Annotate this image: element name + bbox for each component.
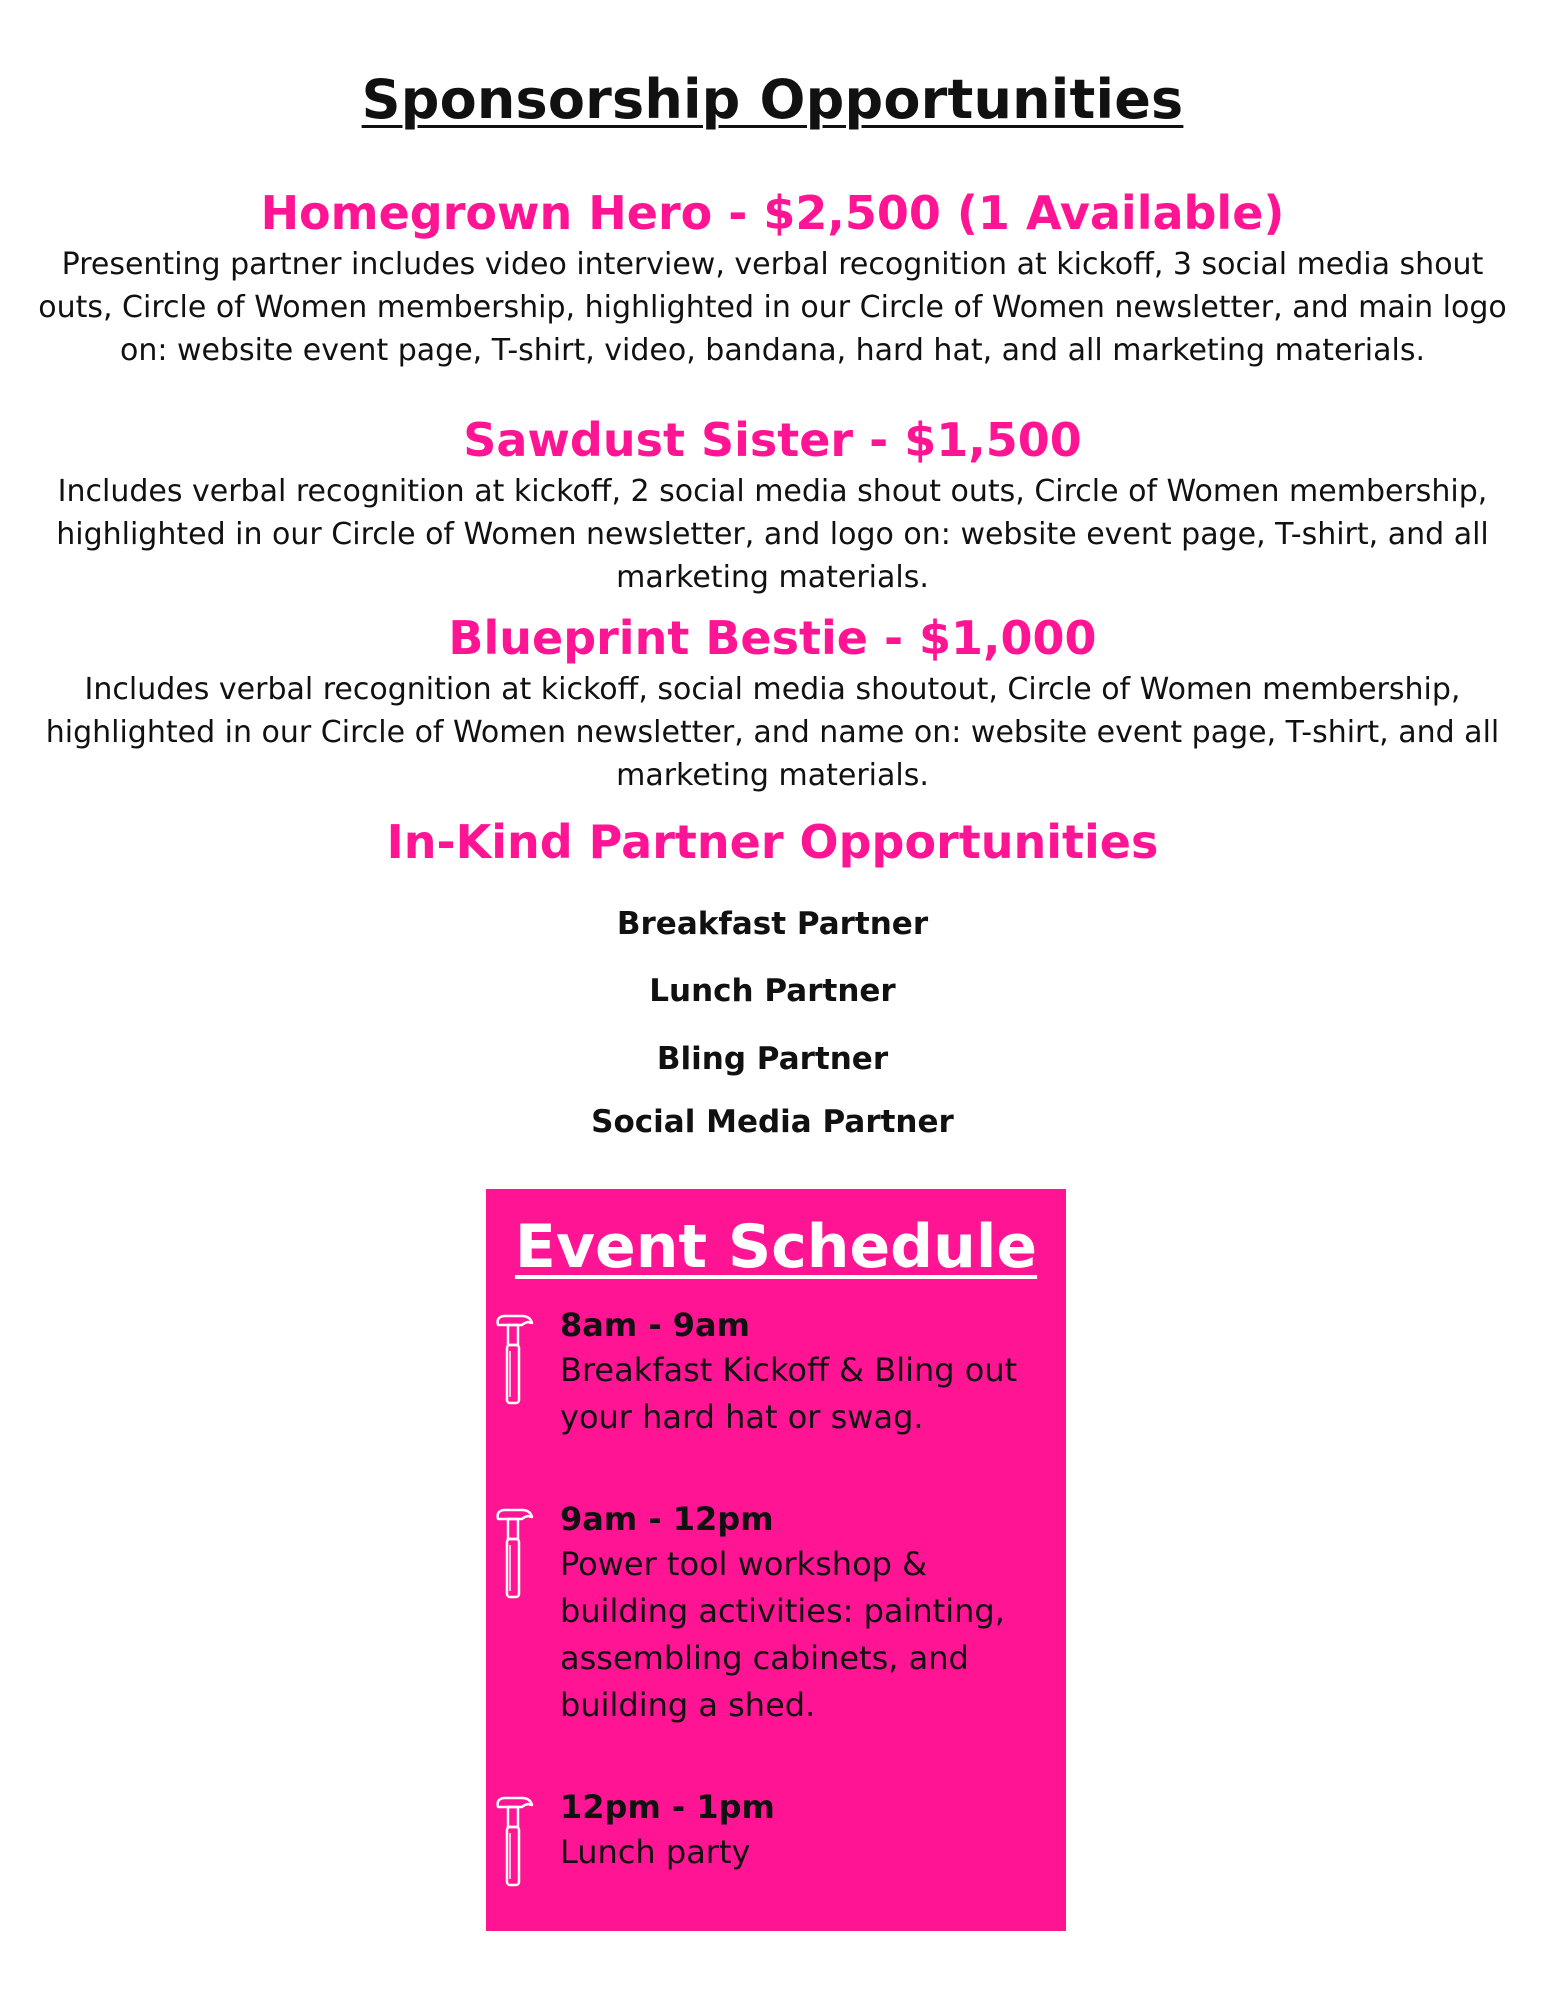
tier-description: Includes verbal recognition at kickoff, social media shoutout, Circle of Women membership, highlighted in our Circle of Women newsletter, and name on: website event page, T-shirt, and all marketing materials.	[45, 672, 1500, 793]
in-kind-partner: Social Media Partner	[591, 1104, 954, 1140]
tier-description: Includes verbal recognition at kickoff, 2 social media shout outs, Circle of Women membership, highlighted in our Circle of Women newsletter, and logo on: website event page, T-shirt, and all marketing materials.	[56, 474, 1489, 595]
page-title: Sponsorship Opportunities	[361, 68, 1184, 131]
schedule-activity: Lunch party	[560, 1833, 751, 1871]
hammer-icon	[492, 1793, 534, 1889]
in-kind-partner: Bling Partner	[656, 1041, 889, 1077]
in-kind-partner: Breakfast Partner	[616, 906, 929, 942]
schedule-time: 8am - 9am	[560, 1306, 750, 1344]
tier-heading: Homegrown Hero - $2,500 (1 Available)	[260, 186, 1285, 240]
in-kind-heading: In-Kind Partner Opportunities	[386, 815, 1159, 869]
schedule-time: 12pm - 1pm	[560, 1788, 775, 1826]
tier-description: Presenting partner includes video interview, verbal recognition at kickoff, 3 social media shout outs, Circle of Women membership, highlighted in our Circle of Women newsletter, and main logo on: website event page, T-shirt, video, bandana, hard hat, and all marketing materials.	[38, 247, 1507, 368]
tier-sawdust-sister	[20, 410, 1525, 599]
schedule-time: 9am - 12pm	[560, 1500, 774, 1538]
hammer-icon	[492, 1311, 534, 1407]
in-kind-partner: Lunch Partner	[649, 973, 896, 1009]
hammer-icon	[492, 1505, 534, 1601]
schedule-activity: Breakfast Kickoff & Bling out your hard hat or swag.	[560, 1351, 1018, 1436]
tier-heading: Blueprint Bestie - $1,000	[448, 611, 1097, 665]
tier-homegrown-hero	[20, 183, 1525, 372]
schedule-activity: Power tool workshop & building activities: painting, assembling cabinets, and building a shed.	[560, 1545, 1005, 1724]
tier-blueprint-bestie	[20, 608, 1525, 797]
tier-heading: Sawdust Sister - $1,500	[463, 413, 1082, 467]
event-schedule-title: Event Schedule	[514, 1212, 1038, 1282]
